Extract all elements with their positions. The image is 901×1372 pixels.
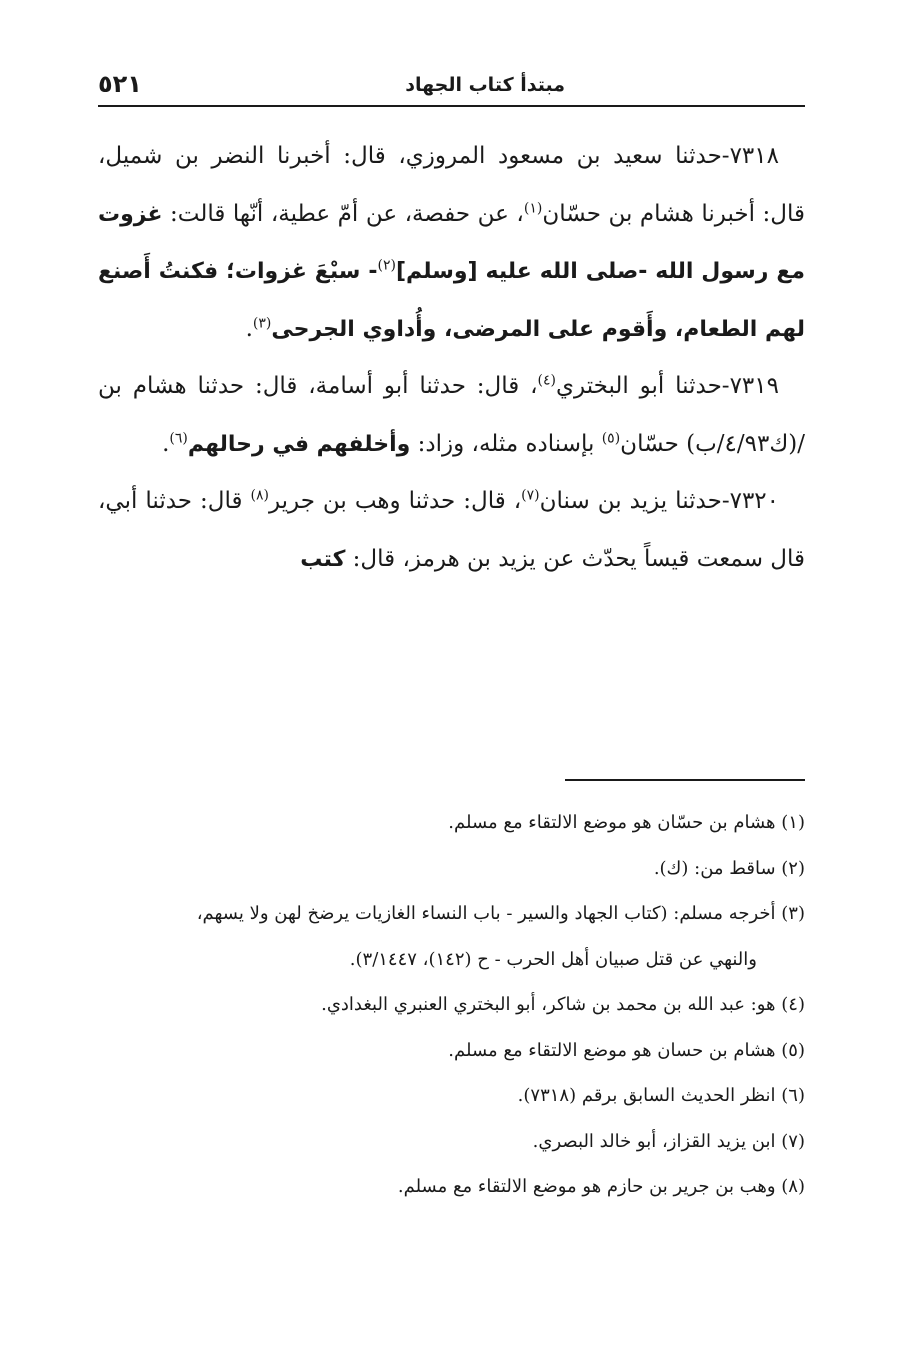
footnote-text: هو: عبد الله بن محمد بن شاكر، أبو البختري العنبري البغدادي. bbox=[321, 994, 776, 1015]
footnote bbox=[98, 1073, 805, 1119]
text-run: قال: حدثنا أبي، قال سمعت قيساً يحدّث عن يزيد بن هرمز، قال: bbox=[98, 488, 805, 572]
text-run: -حدثنا سعيد بن مسعود المروزي، قال: أخبرنا النضر بن شميل، قال: أخبرنا هشام بن حسّان bbox=[98, 143, 806, 227]
text-run: -حدثنا أبو البختري bbox=[556, 373, 730, 399]
header-divider bbox=[98, 105, 805, 107]
footnote-mark: (٥) bbox=[781, 1039, 805, 1061]
footnote-mark: (٧) bbox=[781, 1130, 805, 1152]
footnote bbox=[98, 846, 805, 892]
footnote-mark: (٣) bbox=[781, 903, 805, 924]
footnote-ref: (٤) bbox=[537, 372, 556, 389]
text-run: -حدثنا يزيد بن سنان bbox=[539, 488, 730, 514]
hadith-7318 bbox=[98, 128, 805, 358]
text-run: ، قال: حدثنا وهب بن جرير bbox=[268, 488, 522, 514]
footnote bbox=[98, 800, 805, 846]
matn-bold: - سبْعَ غزوات؛ فكنتُ أَصنع لهم الطعام، وأَقوم على المرضى، وأُداوي الجرحى bbox=[98, 259, 805, 342]
footnote bbox=[98, 982, 805, 1028]
page-number: ٥٢١ bbox=[98, 70, 142, 98]
footnote-mark: (٨) bbox=[781, 1176, 805, 1197]
running-header bbox=[98, 70, 805, 102]
footnote bbox=[98, 1164, 805, 1210]
hadith-number: ٧٣٢٠ bbox=[729, 488, 780, 514]
footnote-mark: (١) bbox=[781, 812, 805, 833]
footnote-text: انظر الحديث السابق برقم (٧٣١٨). bbox=[517, 1085, 776, 1106]
hadith-number: ٧٣١٨ bbox=[729, 143, 779, 169]
hadith-number: ٧٣١٩ bbox=[729, 373, 779, 399]
footnote-mark: (٤) bbox=[781, 994, 805, 1015]
footnote-ref: (١) bbox=[523, 199, 543, 216]
footnote-text: هشام بن حسان هو موضع الالتقاء مع مسلم. bbox=[448, 1039, 776, 1061]
footnote-ref: (٨) bbox=[250, 487, 269, 504]
footnote-text: ابن يزيد القزاز، أبو خالد البصري. bbox=[532, 1130, 776, 1152]
footnote-ref: (٢) bbox=[377, 257, 396, 274]
matn-bold: غزوت مع رسول الله -صلى الله عليه [وسلم] bbox=[98, 201, 805, 284]
matn-bold: وأخلفهم في رحالهم bbox=[187, 431, 411, 457]
footnote bbox=[98, 1028, 805, 1074]
text-run: ، عن حفصة، عن أمّ عطية، أنّها قالت: bbox=[162, 200, 524, 227]
footnote-mark: (٢) bbox=[781, 857, 805, 879]
text-run: . bbox=[245, 315, 253, 342]
main-text bbox=[98, 128, 805, 588]
text-run: . bbox=[162, 430, 170, 457]
text-run: ، قال: حدثنا أبو أسامة، قال: حدثنا هشام بن /(ك٤/٩٣/ب) حسّان bbox=[98, 373, 805, 457]
footnote-text: ساقط من: (ك). bbox=[653, 857, 776, 879]
text-run: بإسناده مثله، وزاد: bbox=[410, 430, 602, 457]
footnote-text: وهب بن جرير بن حازم هو موضع الالتقاء مع مسلم. bbox=[397, 1176, 776, 1197]
footnote-ref: (٣) bbox=[252, 314, 272, 331]
hadith-7319 bbox=[98, 358, 805, 473]
footnote-mark: (٦) bbox=[781, 1085, 805, 1106]
matn-bold: كتب bbox=[300, 546, 346, 572]
footnote bbox=[98, 891, 805, 982]
footnote-text: أخرجه مسلم: (كتاب الجهاد والسير - باب النساء الغازيات يرضخ لهن ولا يسهم، bbox=[196, 903, 776, 924]
footnote-continuation: والنهي عن قتل صبيان أهل الحرب - ح (١٤٢)، ٣/١٤٤٧). bbox=[349, 948, 757, 970]
footnote-ref: (٥) bbox=[601, 429, 621, 446]
footnotes bbox=[98, 800, 805, 1210]
footnote-ref: (٦) bbox=[169, 429, 188, 446]
hadith-7320 bbox=[98, 473, 805, 588]
chapter-title: مبتدأ كتاب الجهاد bbox=[405, 74, 565, 96]
footnote bbox=[98, 1119, 805, 1165]
footnote-text: هشام بن حسّان هو موضع الالتقاء مع مسلم. bbox=[448, 812, 776, 833]
footnote-ref: (٧) bbox=[521, 487, 540, 504]
footnote-divider bbox=[565, 779, 805, 781]
